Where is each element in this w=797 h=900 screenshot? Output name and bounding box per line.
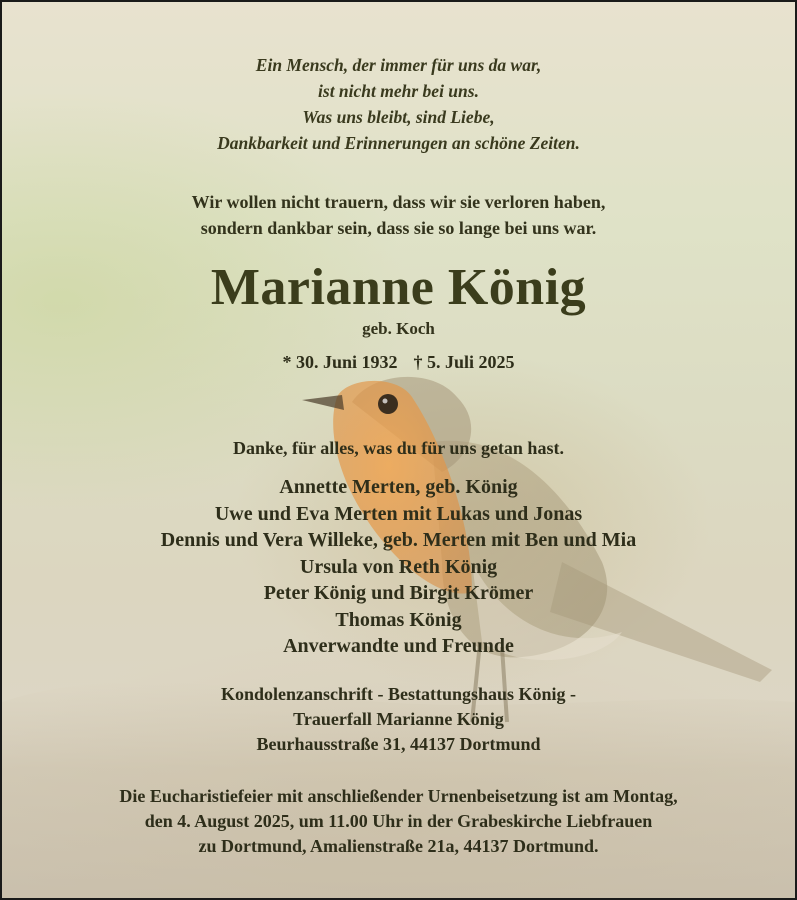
condolence-address — [2, 682, 795, 757]
service-line: den 4. August 2025, um 11.00 Uhr in der Grabeskirche Liebfrauen — [144, 811, 653, 831]
mourners-list — [2, 474, 795, 660]
verse-line: Ein Mensch, der immer für uns da war, — [255, 55, 542, 75]
mourner-entry: Ursula von Reth König — [299, 555, 498, 578]
verse-line: Dankbarkeit und Erinnerungen an schöne Zeiten. — [217, 133, 580, 153]
verse-line: Was uns bleibt, sind Liebe, — [302, 107, 495, 127]
thanks-line: Danke, für alles, was du für uns getan hast. — [233, 438, 564, 458]
address-line: Beurhausstraße 31, 44137 Dortmund — [256, 734, 541, 754]
address-line: Kondolenzanschrift - Bestattungshaus König - — [220, 684, 577, 704]
service-line: zu Dortmund, Amalienstraße 21a, 44137 Dortmund. — [198, 836, 599, 856]
life-dates — [2, 350, 795, 374]
mourner-entry: Thomas König — [335, 608, 462, 631]
maiden-name: geb. Koch — [362, 319, 435, 338]
verse-line: sondern dankbar sein, dass sie so lange bei uns war. — [200, 218, 597, 238]
mourner-entry: Uwe und Eva Merten mit Lukas und Jonas — [214, 502, 583, 525]
opening-verse — [2, 52, 795, 156]
second-verse — [2, 189, 795, 241]
mourner-entry: Annette Merten, geb. König — [279, 476, 518, 498]
deceased-name: Marianne König — [210, 259, 587, 316]
mourner-entry: Peter König und Birgit Krömer — [263, 582, 534, 604]
service-line: Die Eucharistiefeier mit anschließender Urnenbeisetzung ist am Montag, — [119, 786, 678, 806]
mourner-entry: Dennis und Vera Willeke, geb. Merten mit Ben und Mia — [160, 529, 637, 551]
mourner-entry: Anverwandte und Freunde — [283, 635, 514, 657]
verse-line: Wir wollen nicht trauern, dass wir sie verloren haben, — [191, 192, 606, 212]
death-date: † 5. Juli 2025 — [413, 352, 515, 372]
service-information — [2, 784, 795, 859]
verse-line: ist nicht mehr bei uns. — [318, 81, 479, 101]
address-line: Trauerfall Marianne König — [293, 709, 504, 729]
birth-date: * 30. Juni 1932 — [282, 352, 398, 372]
